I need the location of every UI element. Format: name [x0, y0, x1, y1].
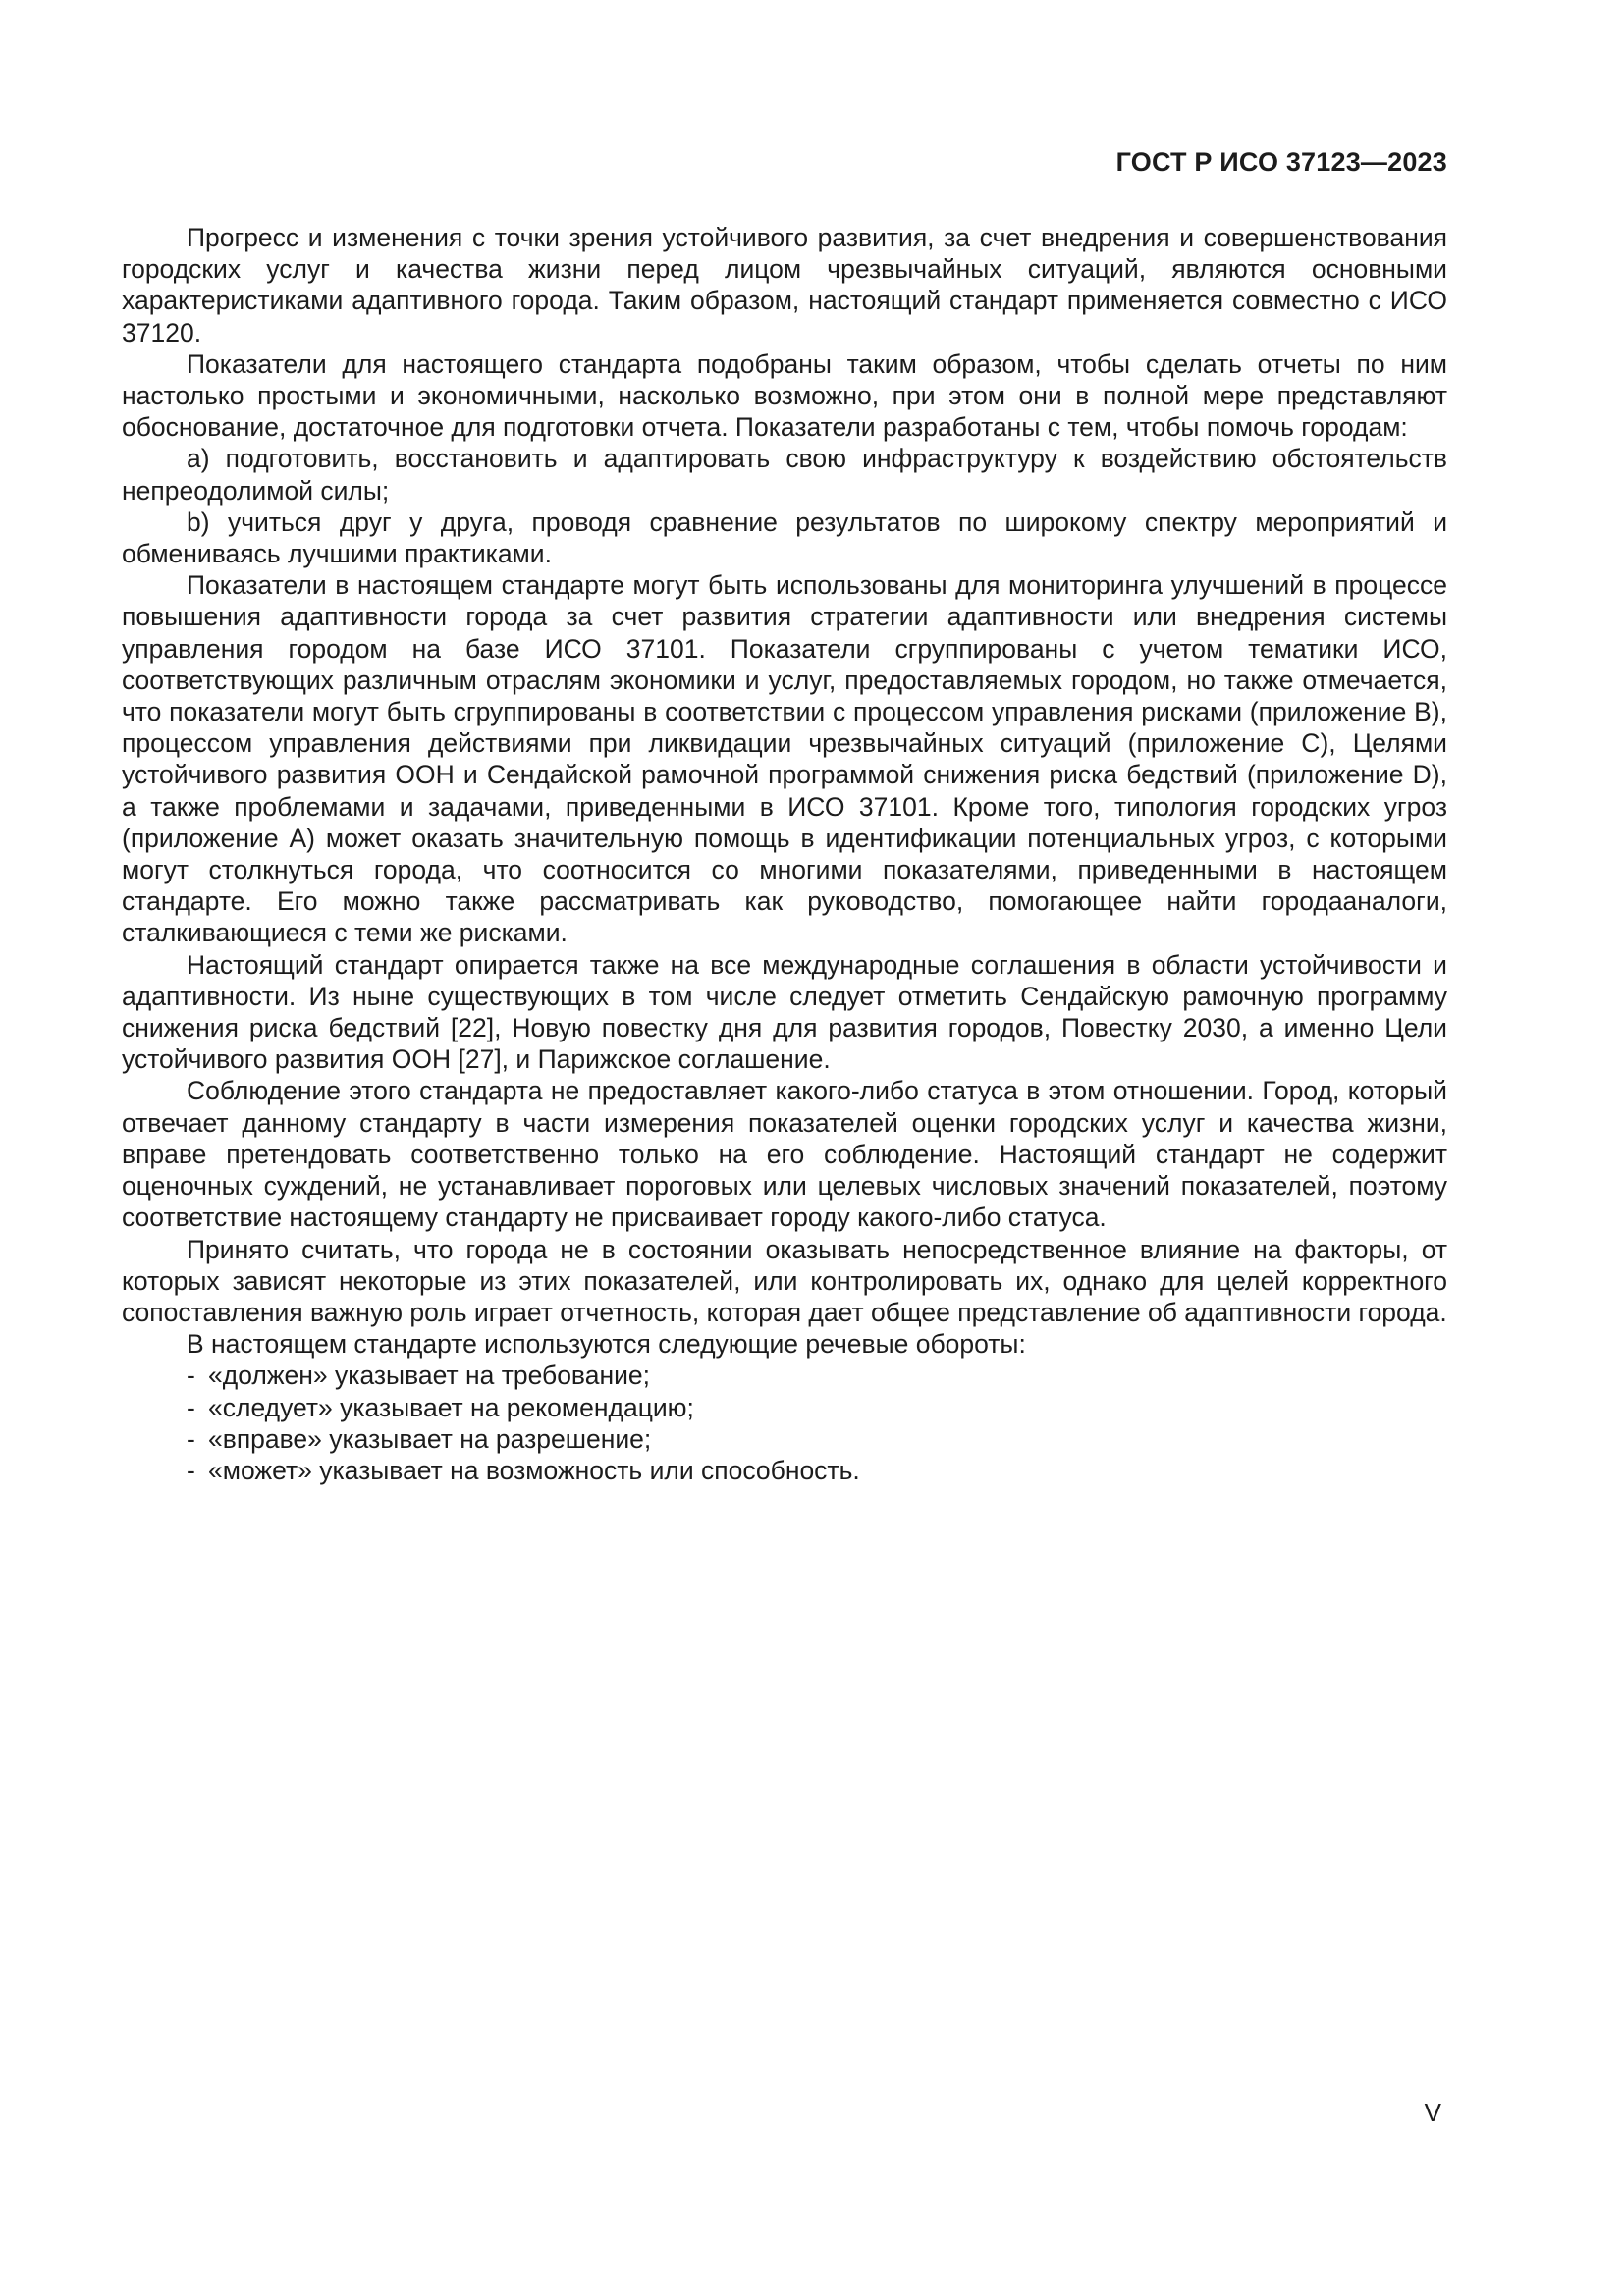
dash-marker: - — [187, 1423, 195, 1454]
dash-marker: - — [187, 1361, 195, 1391]
paragraph: Показатели в настоящем стандарте могут быть использованы для мониторинга улучшений в процессе повышения адаптивности города за счет развития стратегии адаптивности или внедрения системы управления городом на базе ИСО 37101. Показатели сгруппированы с учетом тематики ИСО, соответствующих различным отраслям экономики и услуг, предоставляемых городом, но также отмечается, что показатели могут быть сгруппированы в соответствии с процессом управления рисками (приложение B), процессом управления действиями при ликвидации чрезвычайных ситуаций (приложение C), Целями устойчивого развития ООН и Сендайской рамочной программой снижения риска бедствий (приложение D), а также проблемами и задачами, приведенными в ИСО 37101. Кроме того, типология городских угроз (приложение A) может оказать значительную помощь в идентификации потенциальных угроз, с которыми могут столкнуться города, что соотносится со многими показателями, приведенными в настоящем стандарте. Его можно также рассматривать как руководство, помогающее найти городааналоги, сталкивающиеся с теми же рисками. — [122, 570, 1447, 948]
paragraph: Показатели для настоящего стандарта подобраны таким образом, чтобы сделать отчеты по ним настолько простыми и экономичными, насколько возможно, при этом они в полной мере представляют обоснование, достаточное для подготовки отчета. Показатели разработаны с тем, чтобы помочь городам: — [122, 348, 1447, 443]
list-item-text: «должен» указывает на требование; — [208, 1361, 650, 1391]
list-item-text: «может» указывает на возможность или способность. — [208, 1455, 860, 1485]
list-item — [122, 1392, 1447, 1423]
paragraph: Настоящий стандарт опирается также на все международные соглашения в области устойчивости и адаптивности. Из ныне существующих в том числе следует отметить Сендайскую рамочную программу снижения риска бедствий [22], Новую повестку дня для развития городов, Повестку 2030, а именно Цели устойчивого развития ООН [27], и Парижское соглашение. — [122, 949, 1447, 1075]
document-code-header: ГОСТ Р ИСО 37123—2023 — [1115, 147, 1447, 177]
paragraph: В настоящем стандарте используются следующие речевые обороты: — [187, 1329, 1026, 1360]
dash-marker: - — [187, 1455, 195, 1485]
paragraph: Принято считать, что города не в состоянии оказывать непосредственное влияние на факторы, от которых зависят некоторые из этих показателей, или контролировать их, однако для целей корректного сопоставления важную роль играет отчетность, которая дает общее представление об адаптивности города. — [122, 1234, 1447, 1327]
page-number: V — [1424, 2098, 1441, 2127]
list-item-b: b) учиться друг у друга, проводя сравнение результатов по широкому спектру мероприятий и обмениваясь лучшими практиками. — [122, 507, 1447, 569]
paragraph: Прогресс и изменения с точки зрения устойчивого развития, за счет внедрения и совершенствования городских услуг и качества жизни перед лицом чрезвычайных ситуаций, являются основными характеристиками адаптивного города. Таким образом, настоящий стандарт применяется совместно с ИСО 37120. — [122, 223, 1447, 347]
list-item-a: a) подготовить, восстановить и адаптировать свою инфраструктуру к воздействию обстоятельств непреодолимой силы; — [122, 444, 1447, 506]
speech-forms-list — [122, 1360, 1447, 1486]
list-item-text: «вправе» указывает на разрешение; — [208, 1423, 652, 1454]
list-item — [122, 1455, 1447, 1486]
list-item-text: «следует» указывает на рекомендацию; — [208, 1392, 694, 1422]
list-item — [122, 1423, 1447, 1455]
list-item — [122, 1360, 1447, 1391]
body-text — [122, 222, 1447, 1486]
paragraph: Соблюдение этого стандарта не предоставляет какого-либо статуса в этом отношении. Город, который отвечает данному стандарту в части измерения показателей оценки городских услуг и качества жизни, вправе претендовать соответственно только на его соблюдение. Настоящий стандарт не содержит оценочных суждений, не устанавливает пороговых или целевых числовых значений показателей, поэтому соответствие настоящему стандарту не присваивает городу какого-либо статуса. — [122, 1076, 1447, 1233]
dash-marker: - — [187, 1392, 195, 1422]
